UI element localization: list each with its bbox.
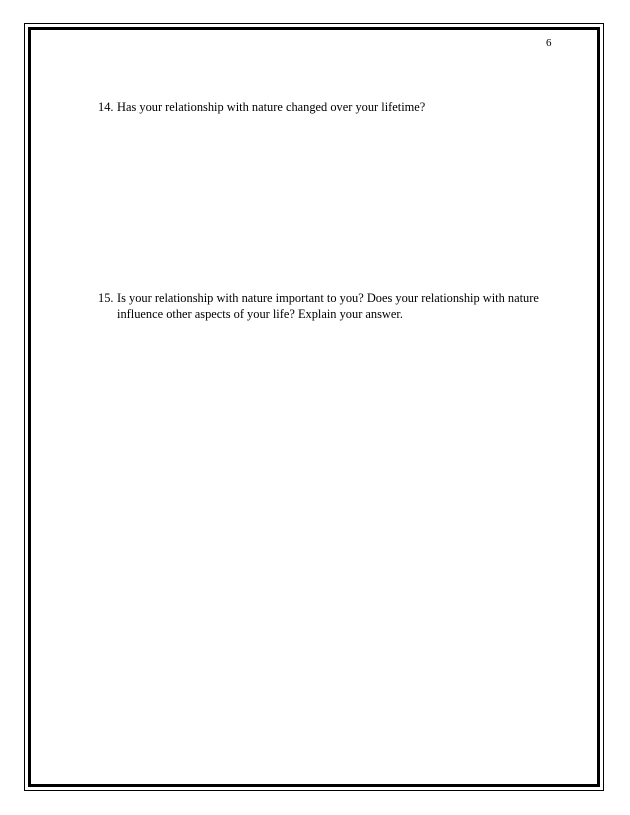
question-number: 14. (98, 100, 114, 114)
question-text: Is your relationship with nature important to you? Does your relationship with nature (117, 291, 539, 305)
question-number: 15. (98, 291, 114, 305)
question-14 (98, 99, 425, 115)
question-text: Has your relationship with nature changed over your lifetime? (117, 100, 426, 114)
page-number: 6 (546, 37, 552, 49)
page-border-inner (28, 27, 600, 787)
question-text-continued: influence other aspects of your life? Explain your answer. (117, 307, 403, 321)
question-15 (98, 290, 539, 322)
